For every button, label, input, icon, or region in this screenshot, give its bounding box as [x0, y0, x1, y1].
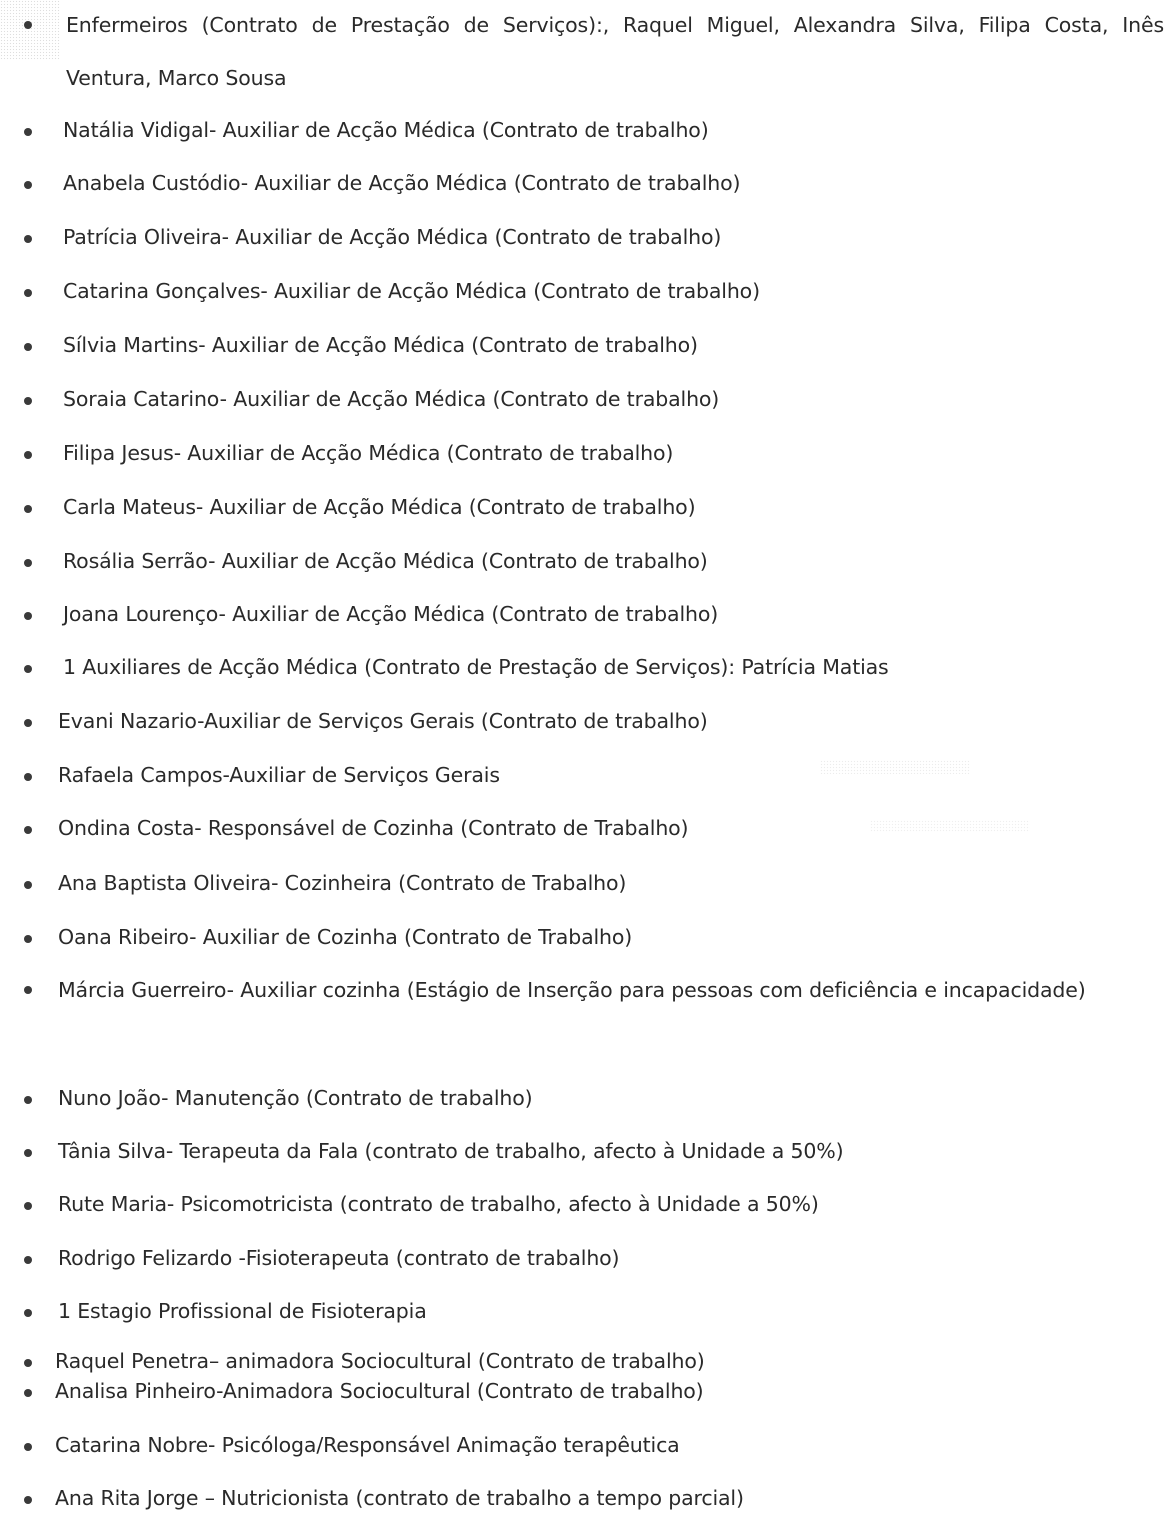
bullet-icon	[24, 1496, 32, 1504]
list-item-text: Filipa Jesus- Auxiliar de Acção Médica (Contrato de trabalho)	[63, 441, 674, 465]
list-item-text: Sílvia Martins- Auxiliar de Acção Médica (Contrato de trabalho)	[63, 333, 698, 357]
bullet-icon	[24, 719, 32, 727]
bullet-icon	[24, 1096, 32, 1104]
list-item-text: Catarina Nobre- Psicóloga/Responsável Animação terapêutica	[55, 1433, 680, 1457]
list-item-text: Natália Vidigal- Auxiliar de Acção Médica (Contrato de trabalho)	[63, 118, 709, 142]
list-item-text: Raquel Penetra– animadora Sociocultural (Contrato de trabalho)	[55, 1349, 705, 1373]
list-item-text: Soraia Catarino- Auxiliar de Acção Médica (Contrato de trabalho)	[63, 387, 720, 411]
bullet-icon	[24, 1202, 32, 1210]
list-item-text: Oana Ribeiro- Auxiliar de Cozinha (Contrato de Trabalho)	[58, 925, 633, 949]
bullet-icon	[24, 986, 32, 994]
bullet-icon	[24, 21, 32, 29]
list-item-text: 1 Estagio Profissional de Fisioterapia	[58, 1299, 427, 1323]
bullet-icon	[24, 505, 32, 513]
list-item-text: Rafaela Campos-Auxiliar de Serviços Gerais	[58, 763, 500, 787]
bullet-icon	[24, 1309, 32, 1317]
list-item-text: Márcia Guerreiro- Auxiliar cozinha (Estágio de Inserção para pessoas com deficiência e incapacidade)	[58, 978, 1086, 1002]
bullet-icon	[24, 665, 32, 673]
bullet-icon	[24, 612, 32, 620]
bullet-icon	[24, 451, 32, 459]
list-item-text: Anabela Custódio- Auxiliar de Acção Médica (Contrato de trabalho)	[63, 171, 741, 195]
bullet-icon	[24, 826, 32, 834]
list-item-text: Nuno João- Manutenção (Contrato de trabalho)	[58, 1086, 533, 1110]
bullet-icon	[24, 1359, 32, 1367]
bullet-icon	[24, 1149, 32, 1157]
list-item-text: Carla Mateus- Auxiliar de Acção Médica (Contrato de trabalho)	[63, 495, 696, 519]
bullet-icon	[24, 1443, 32, 1451]
bullet-icon	[24, 773, 32, 781]
list-item-text: Rute Maria- Psicomotricista (contrato de trabalho, afecto à Unidade a 50%)	[58, 1192, 819, 1216]
bullet-icon	[24, 559, 32, 567]
list-item-text: Ondina Costa- Responsável de Cozinha (Contrato de Trabalho)	[58, 816, 689, 840]
bullet-icon	[24, 343, 32, 351]
bullet-icon	[24, 181, 32, 189]
scan-noise	[870, 820, 1030, 832]
list-item-text: Tânia Silva- Terapeuta da Fala (contrato de trabalho, afecto à Unidade a 50%)	[58, 1139, 844, 1163]
list-item-text: Analisa Pinheiro-Animadora Sociocultural (Contrato de trabalho)	[55, 1379, 704, 1403]
list-item-text: Rosália Serrão- Auxiliar de Acção Médica (Contrato de trabalho)	[63, 549, 708, 573]
bullet-icon	[24, 1256, 32, 1264]
list-item-text: Enfermeiros (Contrato de Prestação de Serviços):, Raquel Miguel, Alexandra Silva, Filipa Costa, Inês Ventura, Marco Sousa	[66, 13, 1164, 90]
bullet-icon	[24, 881, 32, 889]
list-item-text: Ana Baptista Oliveira- Cozinheira (Contrato de Trabalho)	[58, 871, 627, 895]
list-item-text: Joana Lourenço- Auxiliar de Acção Médica (Contrato de trabalho)	[63, 602, 719, 626]
bullet-icon	[24, 935, 32, 943]
bullet-icon	[24, 128, 32, 136]
scan-noise	[0, 0, 60, 60]
bullet-icon	[24, 397, 32, 405]
list-item-text: Catarina Gonçalves- Auxiliar de Acção Médica (Contrato de trabalho)	[63, 279, 760, 303]
scan-noise	[820, 760, 970, 774]
list-item-text: 1 Auxiliares de Acção Médica (Contrato de Prestação de Serviços): Patrícia Matias	[63, 655, 889, 679]
bullet-icon	[24, 1389, 32, 1397]
list-item-text: Evani Nazario-Auxiliar de Serviços Gerais (Contrato de trabalho)	[58, 709, 708, 733]
list-item-text: Rodrigo Felizardo -Fisioterapeuta (contrato de trabalho)	[58, 1246, 620, 1270]
list-item-text: Ana Rita Jorge – Nutricionista (contrato de trabalho a tempo parcial)	[55, 1486, 744, 1510]
list-item-text: Patrícia Oliveira- Auxiliar de Acção Médica (Contrato de trabalho)	[63, 225, 722, 249]
bullet-icon	[24, 235, 32, 243]
bullet-icon	[24, 289, 32, 297]
